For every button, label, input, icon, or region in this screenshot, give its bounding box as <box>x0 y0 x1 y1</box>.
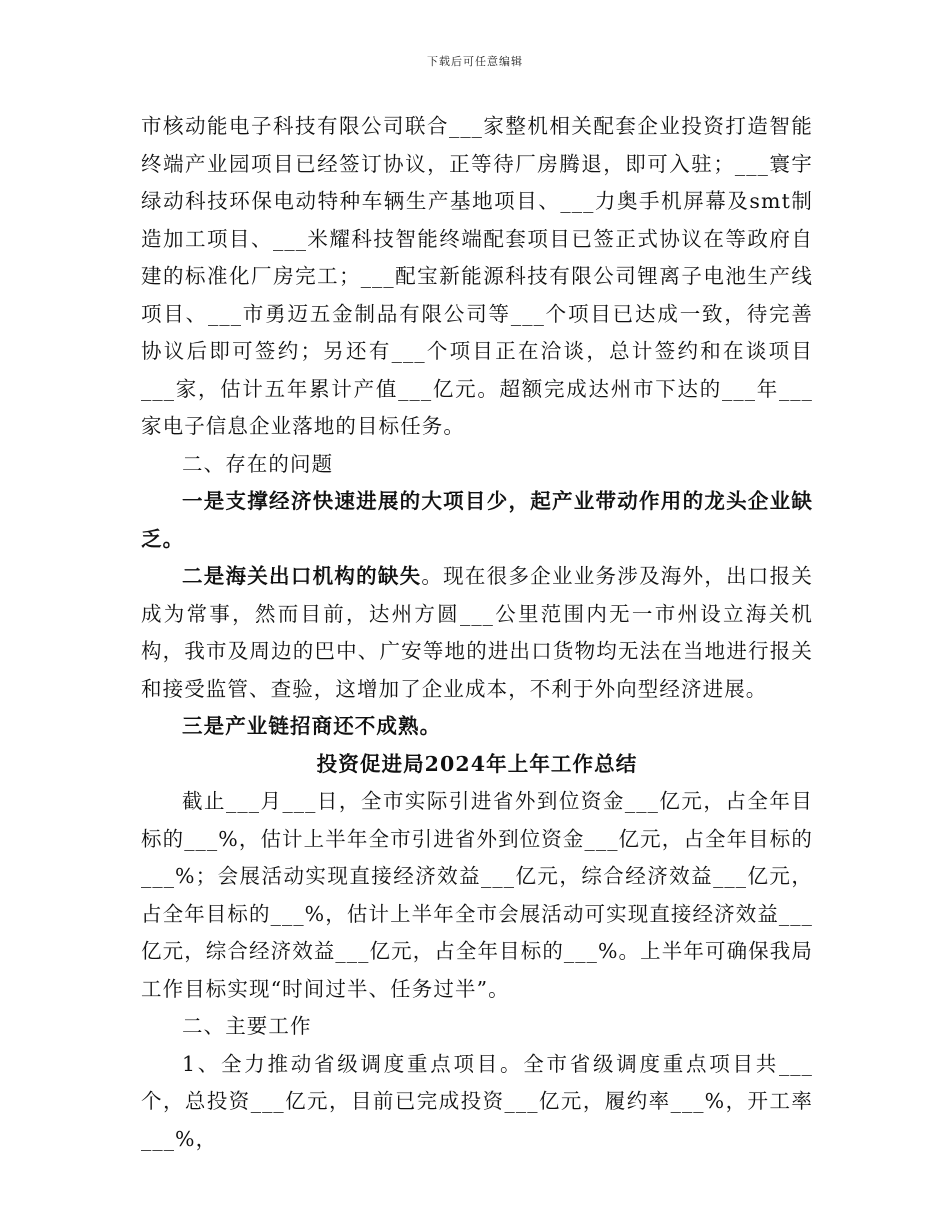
paragraph-summary: 截止___月___日，全市实际引进省外到位资金___亿元，占全年目标的___%，估计上半年全市引进省外到位资金___亿元，占全年目标的___%；会展活动实现直接经济效益___亿元，综合经济效益___亿元，占全年目标的___%，估计上半年全市会展活动可实现直接经济效益___亿元，综合经济效益___亿元，占全年目标的___%。上半年可确保我局工作目标实现“时间过半、任务过半”。 <box>141 789 813 1001</box>
issue-2-body: 。现在很多企业业务涉及海外，出口报关成为常事，然而目前，达州方圆___公里范围内无一市州设立海关机构，我市及周边的巴中、广安等地的进出口货物均无法在当地进行报关和接受监管、查验，这增加了企业成本，不利于外向型经济进展。 <box>141 564 813 701</box>
issue-2-heading: 二是海关出口机构的缺失 <box>182 564 422 588</box>
paragraph-projects: 市核动能电子科技有限公司联合___家整机相关配套企业投资打造智能终端产业园项目已经签订协议，正等待厂房腾退，即可入驻；___寰宇绿动科技环保电动特种车辆生产基地项目、___力奥手机屏幕及smt制造加工项目、___米耀科技智能终端配套项目已签正式协议在等政府自建的标准化厂房完工；___配宝新能源科技有限公司锂离子电池生产线项目、___市勇迈五金制品有限公司等___个项目已达成一致，待完善协议后即可签约；另还有___个项目正在洽谈，总计签约和在谈项目___家，估计五年累计产值___亿元。超额完成达州市下达的___年___家电子信息企业落地的目标任务。 <box>141 114 813 438</box>
issue-2 <box>141 558 813 708</box>
document-body <box>141 108 813 1158</box>
header-note: 下载后可任意编辑 <box>427 55 523 68</box>
section-heading-main-work: 二、主要工作 <box>182 1014 312 1038</box>
section-heading-problems: 二、存在的问题 <box>182 451 334 476</box>
paragraph-key-projects: 1、全力推动省级调度重点项目。全市省级调度重点项目共___个，总投资___亿元，目前已完成投资___亿元，履约率___%，开工率___%， <box>141 1051 813 1151</box>
document-title: 投资促进局2024年上年工作总结 <box>316 751 638 776</box>
issue-1: 一是支撑经济快速进展的大项目少，起产业带动作用的龙头企业缺乏。 <box>141 489 813 551</box>
issue-3: 三是产业链招商还不成熟。 <box>182 714 442 738</box>
